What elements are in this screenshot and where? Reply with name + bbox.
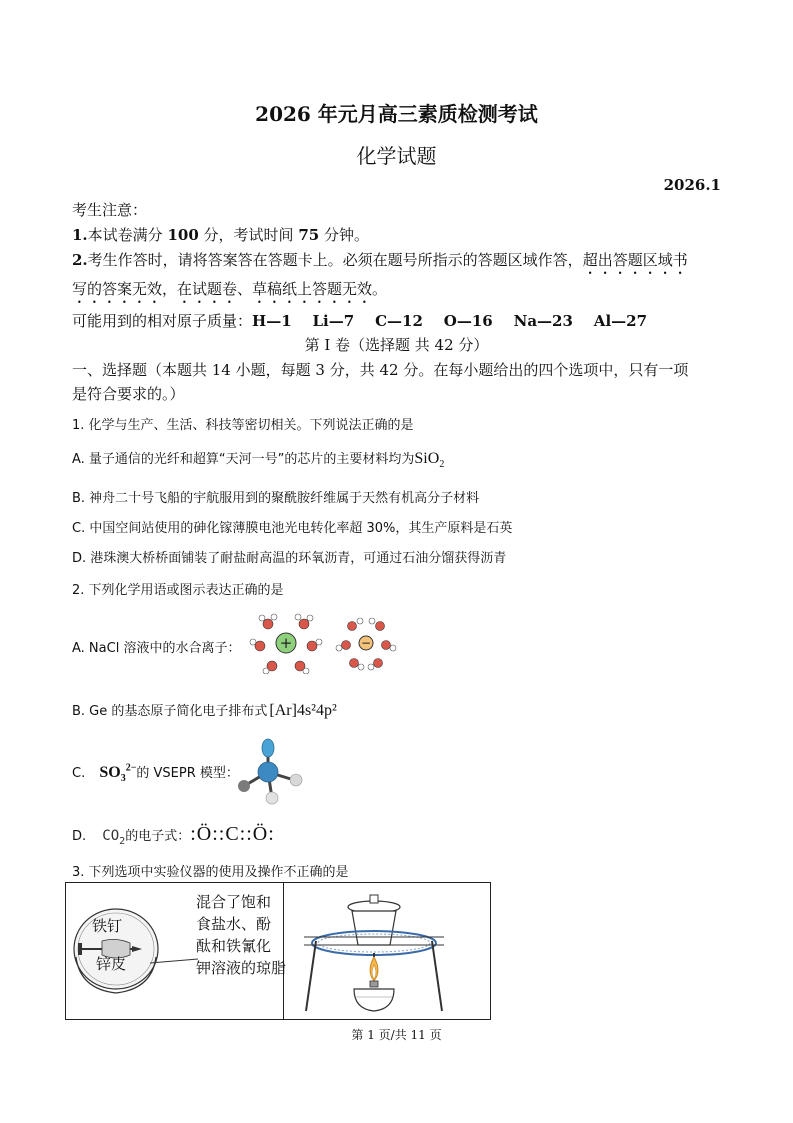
- pointer-line: [150, 957, 200, 967]
- q1-option-d: D. 港珠澳大桥桥面铺装了耐盐耐高温的环氧沥青，可通过石油分馏获得沥青: [72, 551, 507, 566]
- page-footer: 第 1 页/共 11 页: [351, 1028, 442, 1042]
- exam-subtitle: 化学试题: [356, 144, 437, 168]
- notice-item-1: 1.本试卷满分 100 分，考试时间 75 分钟。: [72, 226, 369, 244]
- notice-item-2-line1: 2.考生作答时，请将答案答在答题卡上。必须在题号所指示的答题区域作答，超出答题区域书: [72, 251, 688, 269]
- hydrated-ions-figure: [248, 612, 408, 674]
- q2-option-b: B. Ge 的基态原子简化电子排布式 [Ar]4s²4p²: [72, 702, 337, 719]
- q1-option-a: A. 量子通信的光纤和超算“天河一号”的芯片的主要材料均为SiO$_2$: [72, 450, 445, 471]
- iron-nail-label: 铁钉: [92, 917, 123, 935]
- co2-formula: $CO_2$: [102, 828, 126, 847]
- volume-heading: 第 I 卷（选择题 共 42 分）: [304, 336, 489, 354]
- co2-lewis-structure: :Ö::C::Ö:: [190, 823, 275, 845]
- section-instructions-line1: 一、选择题（本题共 14 小题，每题 3 分，共 42 分。在每小题给出的四个选项中，只有一项: [72, 361, 689, 379]
- sio2-formula: SiO$_2$: [414, 450, 445, 471]
- q2-option-d: D. $CO_2$的电子式：:Ö::C::Ö:: [72, 823, 275, 847]
- ge-electron-config: [Ar]4s²4p²: [269, 702, 337, 719]
- vsepr-model-figure: [228, 736, 310, 806]
- sulfite-formula: $SO_3^{2-}$: [99, 762, 137, 785]
- q2-option-c: C. $SO_3^{2-}$的 VSEPR 模型：: [72, 762, 239, 785]
- exam-title: 2026 年元月高三素质检测考试: [255, 102, 538, 126]
- notice-heading: 考生注意：: [72, 201, 148, 219]
- section-instructions-line2: 是符合要求的。）: [72, 385, 185, 403]
- hydrated-anion: [336, 618, 396, 670]
- q2-option-a: A. NaCl 溶液中的水合离子：: [72, 641, 241, 656]
- crucible-heating-figure: [292, 887, 482, 1015]
- q1-stem: 1. 化学与生产、生活、科技等密切相关。下列说法正确的是: [72, 418, 414, 433]
- hydrated-cation: [250, 614, 322, 674]
- q1-option-b: B. 神舟二十号飞船的宇航服用到的聚酰胺纤维属于天然有机高分子材料: [72, 491, 480, 506]
- atomic-masses: 可能用到的相对原子质量：H—1 Li—7 C—12 O—16 Na—23 Al—27: [72, 312, 648, 330]
- notice-item-2-line2: 写的答案无效，在试题卷、草稿纸上答题无效。: [72, 280, 388, 298]
- svg-text:+: +: [279, 634, 293, 652]
- petri-dish-figure: [70, 897, 162, 997]
- svg-text:−: −: [360, 636, 372, 650]
- q3-figure-table: [65, 882, 491, 1020]
- zinc-skin-label: 锌皮: [96, 955, 127, 973]
- exam-date: 2026.1: [663, 176, 721, 194]
- agar-description: 混合了饱和 食盐水、酚 酞和铁氰化 钾溶液的琼脂: [196, 893, 287, 977]
- q1-option-c: C. 中国空间站使用的砷化镓薄膜电池光电转化率超 30%，其生产原料是石英: [72, 521, 513, 536]
- q3-stem: 3. 下列选项中实验仪器的使用及操作不正确的是: [72, 865, 349, 880]
- q2-stem: 2. 下列化学用语或图示表达正确的是: [72, 583, 284, 598]
